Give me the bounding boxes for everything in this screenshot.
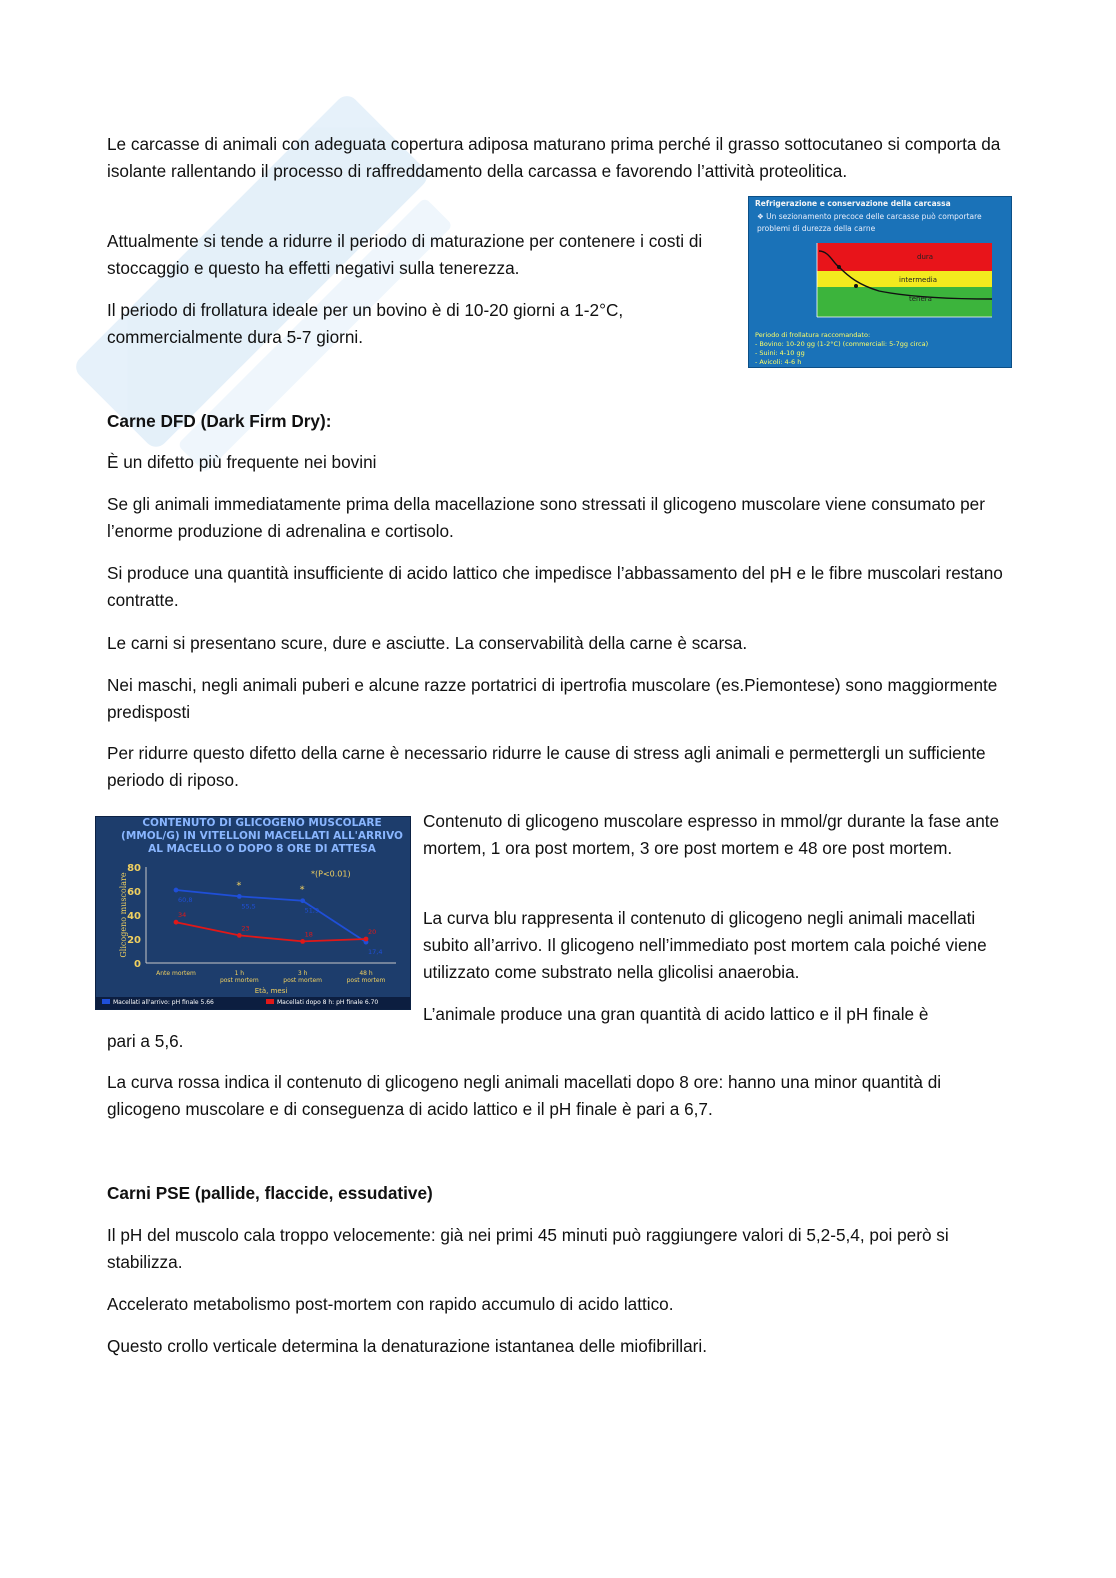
significance-marker: * bbox=[236, 880, 242, 892]
y-tick-label: 40 bbox=[127, 911, 141, 922]
series-point-1 bbox=[300, 939, 305, 944]
paragraph-metabolism: Accelerato metabolismo post-mortem con rapido accumulo di acido lattico. bbox=[107, 1294, 674, 1314]
zone-label-tenera: tenera bbox=[909, 295, 932, 303]
data-label-1: 20 bbox=[368, 928, 377, 936]
x-tick-label: 3 h bbox=[297, 970, 308, 977]
paragraph-ph-value: pari a 5,6. bbox=[107, 1031, 184, 1051]
y-tick-label: 60 bbox=[127, 887, 141, 898]
x-tick-label-line2: post mortem bbox=[346, 977, 386, 984]
series-point-0 bbox=[174, 888, 179, 893]
data-label-1: 18 bbox=[304, 930, 313, 939]
series-point-1 bbox=[174, 920, 179, 925]
series-line-0 bbox=[176, 890, 366, 942]
legend-title: Periodo di frollatura raccomandato: bbox=[755, 331, 871, 339]
legend-red bbox=[266, 997, 378, 1009]
paragraph-ageing-period: Il periodo di frollatura ideale per un bovino è di 10-20 giorni a 1-2°C, commercialmente dura 5-7 giorni. bbox=[107, 300, 624, 347]
zone-dura bbox=[817, 243, 992, 271]
legend-suini: - Suini: 4-10 gg bbox=[755, 349, 805, 357]
paragraph-maturation: Attualmente si tende a ridurre il periodo di maturazione per contenere i costi di stoccaggio e questo ha effetti negativi sulla tenerezza. bbox=[107, 231, 703, 278]
x-tick-label: Ante mortem bbox=[156, 970, 196, 977]
y-axis-label: Glicogeno muscolare bbox=[119, 872, 128, 958]
paragraph-dfd-frequency: È un difetto più frequente nei bovini bbox=[107, 452, 377, 472]
chart-legend bbox=[96, 997, 411, 1009]
curve-point bbox=[854, 284, 858, 288]
legend-red-label: Macellati dopo 8 h: pH finale 6.70 bbox=[277, 999, 379, 1006]
glycogen-slide bbox=[95, 816, 411, 1010]
heading-dfd: Carne DFD (Dark Firm Dry): bbox=[107, 411, 332, 431]
legend-red-swatch bbox=[266, 999, 274, 1004]
data-label-0: 17,4 bbox=[368, 948, 383, 957]
y-tick-label: 20 bbox=[127, 935, 141, 946]
paragraph-lactic-production: L’animale produce una gran quantità di acido lattico e il pH finale è bbox=[423, 1004, 929, 1024]
x-axis-label: Età, mesi bbox=[254, 987, 288, 995]
legend-avicoli: - Avicoli: 4-6 h bbox=[755, 358, 802, 366]
data-label-0: 55,5 bbox=[241, 902, 256, 911]
paragraph-ph-drop: Il pH del muscolo cala troppo velocemente: già nei primi 45 minuti può raggiungere valori di 5,2-5,4, poi però si stabilizza. bbox=[107, 1225, 949, 1272]
paragraph-denaturation: Questo crollo verticale determina la denaturazione istantanea delle miofibrillari. bbox=[107, 1336, 707, 1356]
paragraph-glycogen-phases: Contenuto di glicogeno muscolare espresso in mmol/gr durante la fase ante mortem, 1 ora post mortem, 3 ore post mortem e 48 ore post mortem. bbox=[423, 811, 1000, 858]
paragraph-reduce-defect: Per ridurre questo difetto della carne è necessario ridurre le cause di stress agli animali e permettergli un sufficiente periodo di riposo. bbox=[107, 743, 986, 790]
series-line-1 bbox=[176, 922, 366, 941]
chart-title: CONTENUTO DI GLICOGENO MUSCOLARE (ΜMOL/G) IN VITELLONI MACELLATI ALL'ARRIVO AL MACELLO O DOPO 8 ORE DI ATTESA bbox=[121, 817, 403, 855]
curve-point bbox=[837, 265, 841, 269]
legend-bovine: - Bovino: 10-20 gg (1-2°C) (commerciali: 5-7gg circa) bbox=[755, 340, 929, 348]
paragraph-red-curve: La curva rossa indica il contenuto di glicogeno negli animali macellati dopo 8 ore: hanno una minor quantità di glicogeno muscolare e di conseguenza di acido lattico e il pH finale è pari a 6,7. bbox=[107, 1072, 942, 1119]
significance-note: *(P<0.01) bbox=[311, 869, 351, 879]
data-label-1: 23 bbox=[241, 924, 250, 933]
legend-blue-label: Macellati all'arrivo: pH finale 5.66 bbox=[113, 999, 214, 1006]
legend-blue bbox=[102, 997, 214, 1009]
ageing-legend bbox=[755, 331, 1007, 367]
slide-bullet: ❖ Un sezionamento precoce delle carcasse può comportare problemi di durezza della carne bbox=[757, 212, 982, 233]
series-point-1 bbox=[364, 937, 369, 942]
data-label-1: 34 bbox=[178, 911, 187, 920]
paragraph-meat-appearance: Le carni si presentano scure, dure e asciutte. La conservabilità della carne è scarsa. bbox=[107, 633, 748, 653]
y-tick-label: 0 bbox=[134, 959, 141, 970]
x-tick-label: 1 h bbox=[234, 970, 245, 977]
paragraph-lactic-acid: Si produce una quantità insufficiente di acido lattico che impedisce l’abbassamento del pH e le fibre muscolari restano contratte. bbox=[107, 563, 1003, 610]
zone-label-intermedia: intermedia bbox=[899, 276, 937, 284]
heading-pse: Carni PSE (pallide, flaccide, essudative) bbox=[107, 1183, 433, 1203]
refrigeration-slide bbox=[748, 196, 1012, 368]
x-tick-label-line2: post mortem bbox=[219, 977, 259, 984]
series-point-1 bbox=[237, 933, 242, 938]
x-tick-label-line2: post mortem bbox=[283, 977, 323, 984]
series-point-0 bbox=[237, 894, 242, 899]
tenderness-zone-chart bbox=[799, 241, 994, 333]
zone-label-dura: dura bbox=[917, 253, 934, 261]
glycogen-line-chart bbox=[96, 859, 411, 999]
zone-tenera bbox=[817, 287, 992, 317]
legend-blue-swatch bbox=[102, 999, 110, 1004]
y-tick-label: 80 bbox=[127, 863, 141, 874]
slide-title: Refrigerazione e conservazione della carcassa bbox=[755, 199, 951, 208]
paragraph-stress: Se gli animali immediatamente prima della macellazione sono stressati il glicogeno muscolare viene consumato per l’enorme produzione di adrenalina e cortisolo. bbox=[107, 494, 985, 541]
paragraph-blue-curve: La curva blu rappresenta il contenuto di glicogeno negli animali macellati subito all’arrivo. Il glicogeno nell’immediato post mortem cala poiché viene utilizzato come substrato nella glicolisi anaerobia. bbox=[423, 908, 987, 982]
paragraph-predisposition: Nei maschi, negli animali puberi e alcune razze portatrici di ipertrofia muscolare (es.Piemontese) sono maggiormente predisposti bbox=[107, 675, 998, 722]
significance-marker: * bbox=[299, 884, 305, 896]
data-label-0: 60,8 bbox=[178, 896, 193, 905]
data-label-0: 51,9 bbox=[304, 906, 320, 915]
series-point-0 bbox=[300, 898, 305, 903]
paragraph-fat-cover: Le carcasse di animali con adeguata copertura adiposa maturano prima perché il grasso sottocutaneo si comporta da isolante rallentando il processo di raffreddamento della carcassa e favorendo l’attività proteolitica. bbox=[107, 134, 1001, 181]
x-tick-label: 48 h bbox=[359, 970, 373, 977]
